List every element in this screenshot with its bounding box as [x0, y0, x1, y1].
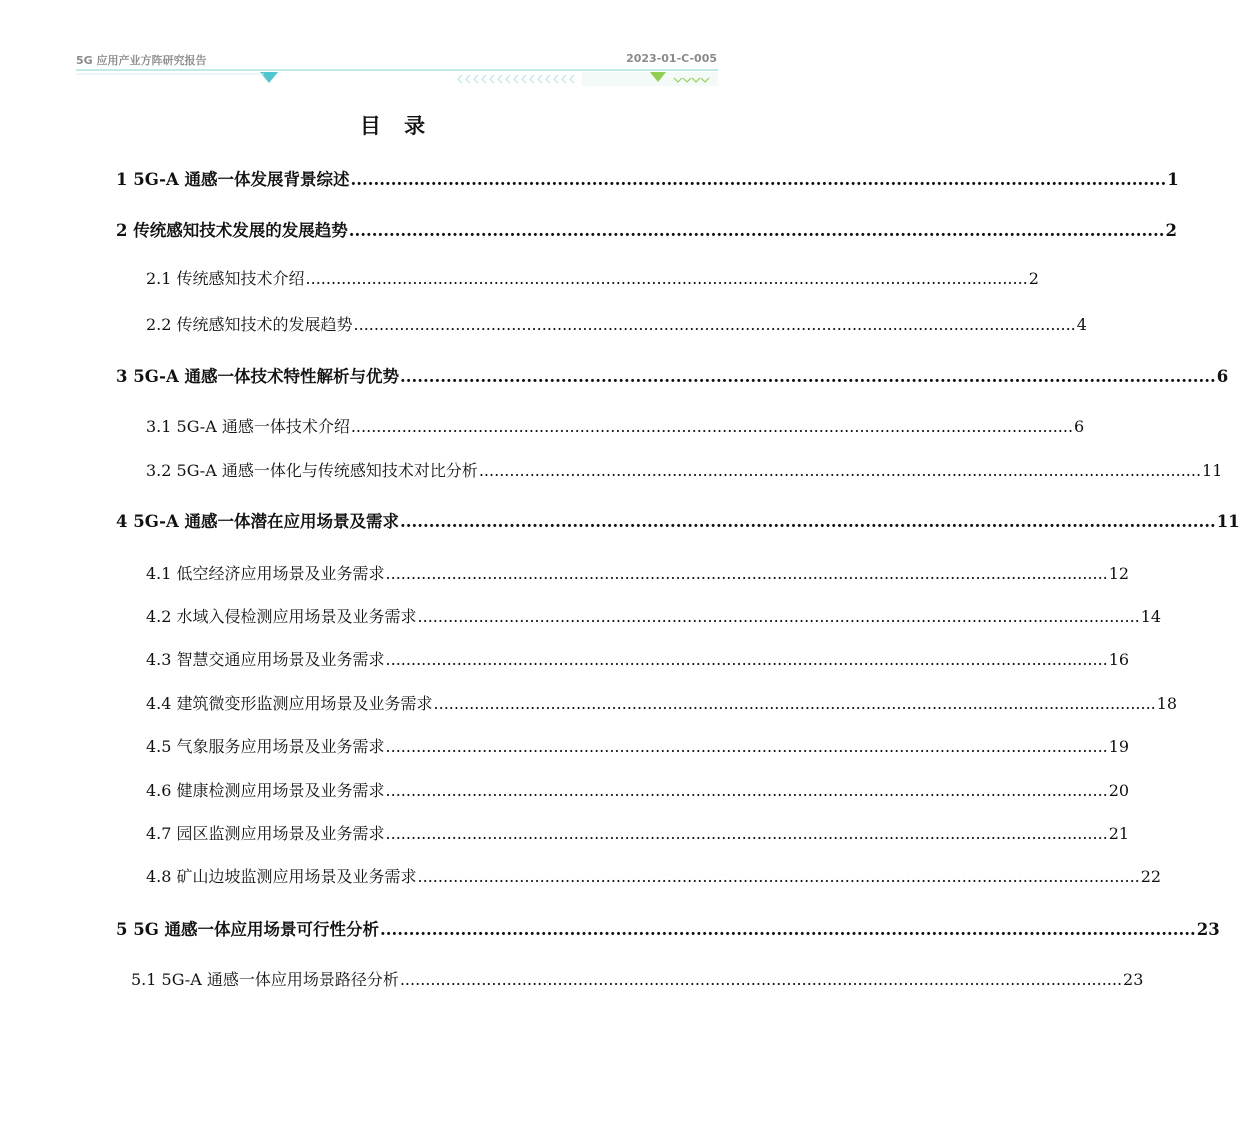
toc-entry-page: 11 — [1216, 512, 1240, 531]
header-report-title: 5G 应用产业方阵研究报告 — [76, 54, 207, 67]
toc-leader: .............................................................................................................................................. — [385, 650, 1108, 669]
toc-entry-page: 2 — [1028, 269, 1039, 288]
toc-entry-page: 2 — [1165, 221, 1177, 240]
page-title: 目 录 — [359, 113, 434, 138]
toc-entry[interactable] — [116, 166, 1179, 190]
toc-entry-page: 12 — [1108, 564, 1130, 583]
toc-entry[interactable] — [146, 691, 1178, 715]
toc-entry-label: 4.6 健康检测应用场景及业务需求 — [146, 781, 385, 800]
toc-entry-label: 5.1 5G-A 通感一体应用场景路径分析 — [131, 970, 399, 989]
toc-entry-label: 2.1 传统感知技术介绍 — [146, 269, 305, 288]
toc-leader: .............................................................................................................................................. — [350, 417, 1074, 436]
header-doc-code: 2023-01-C-005 — [626, 52, 717, 65]
toc-entry-page: 16 — [1108, 650, 1130, 669]
toc-entry-label: 2 传统感知技术发展的发展趋势 — [116, 221, 348, 240]
toc-entry[interactable] — [131, 967, 1144, 991]
toc-entry[interactable] — [146, 561, 1130, 585]
toc-entry[interactable] — [116, 916, 1220, 940]
toc-entry[interactable] — [146, 647, 1130, 671]
toc-leader: .............................................................................................................................................. — [478, 461, 1202, 480]
toc-entry-label: 5 5G 通感一体应用场景可行性分析 — [116, 920, 380, 939]
toc-entry[interactable] — [116, 363, 1229, 387]
toc-leader: .............................................................................................................................................. — [353, 315, 1076, 334]
toc-entry-label: 4.2 水域入侵检测应用场景及业务需求 — [146, 607, 417, 626]
toc-entry[interactable] — [146, 458, 1223, 482]
toc-entry-label: 2.2 传统感知技术的发展趋势 — [146, 315, 353, 334]
toc-entry-page: 23 — [1123, 970, 1144, 989]
toc-entry-page: 6 — [1074, 417, 1085, 436]
toc-entry-page: 11 — [1202, 461, 1223, 480]
toc-entry[interactable] — [146, 414, 1085, 438]
toc-leader: .............................................................................................................................................. — [385, 824, 1108, 843]
toc-entry[interactable] — [146, 604, 1162, 628]
toc-entry-page: 22 — [1140, 867, 1162, 886]
toc-entry-page: 19 — [1108, 737, 1130, 756]
toc-leader: .............................................................................................................................................. — [399, 970, 1123, 989]
toc-leader: .............................................................................................................................................. — [385, 564, 1108, 583]
toc-entry-label: 4.4 建筑微变形监测应用场景及业务需求 — [146, 694, 433, 713]
toc-entry-page: 14 — [1140, 607, 1162, 626]
toc-leader: .............................................................................................................................................. — [417, 867, 1140, 886]
toc-entry-page: 6 — [1216, 367, 1229, 386]
toc-entry-label: 4 5G-A 通感一体潜在应用场景及需求 — [116, 512, 399, 531]
toc-entry[interactable] — [146, 312, 1087, 336]
toc-leader: .............................................................................................................................................. — [400, 367, 1216, 386]
toc-entry-label: 4.5 气象服务应用场景及业务需求 — [146, 737, 385, 756]
toc-entry-page: 4 — [1076, 315, 1087, 334]
toc-entry[interactable] — [146, 864, 1162, 888]
toc-leader: .............................................................................................................................................. — [385, 781, 1108, 800]
toc-leader: .............................................................................................................................................. — [385, 737, 1108, 756]
toc-entry[interactable] — [146, 266, 1039, 290]
toc-entry[interactable] — [116, 508, 1240, 532]
toc-entry-page: 1 — [1167, 170, 1179, 189]
toc-entry-page: 21 — [1108, 824, 1130, 843]
toc-entry-label: 4.3 智慧交通应用场景及业务需求 — [146, 650, 385, 669]
toc-entry[interactable] — [146, 821, 1130, 845]
toc-leader: .............................................................................................................................................. — [433, 694, 1156, 713]
toc-entry-label: 4.7 园区监测应用场景及业务需求 — [146, 824, 385, 843]
toc-entry[interactable] — [146, 734, 1130, 758]
toc-entry-label: 3 5G-A 通感一体技术特性解析与优势 — [116, 367, 399, 386]
toc-leader: .............................................................................................................................................. — [400, 512, 1216, 531]
toc-entry-page: 18 — [1156, 694, 1178, 713]
toc-entry-page: 23 — [1196, 920, 1220, 939]
toc-entry-page: 20 — [1108, 781, 1130, 800]
toc-leader: .............................................................................................................................................. — [380, 920, 1196, 939]
toc-entry[interactable] — [146, 778, 1130, 802]
toc-entry-label: 3.1 5G-A 通感一体技术介绍 — [146, 417, 350, 436]
toc-entry[interactable] — [116, 217, 1177, 241]
toc-entry-label: 1 5G-A 通感一体发展背景综述 — [116, 170, 350, 189]
toc-leader: .............................................................................................................................................. — [417, 607, 1140, 626]
toc-entry-label: 4.8 矿山边坡监测应用场景及业务需求 — [146, 867, 417, 886]
toc-leader: .............................................................................................................................................. — [305, 269, 1028, 288]
toc-entry-label: 4.1 低空经济应用场景及业务需求 — [146, 564, 385, 583]
toc-leader: .............................................................................................................................................. — [350, 170, 1167, 189]
header-decoration-band — [76, 68, 718, 88]
toc-leader: .............................................................................................................................................. — [348, 221, 1165, 240]
toc-entry-label: 3.2 5G-A 通感一体化与传统感知技术对比分析 — [146, 461, 478, 480]
